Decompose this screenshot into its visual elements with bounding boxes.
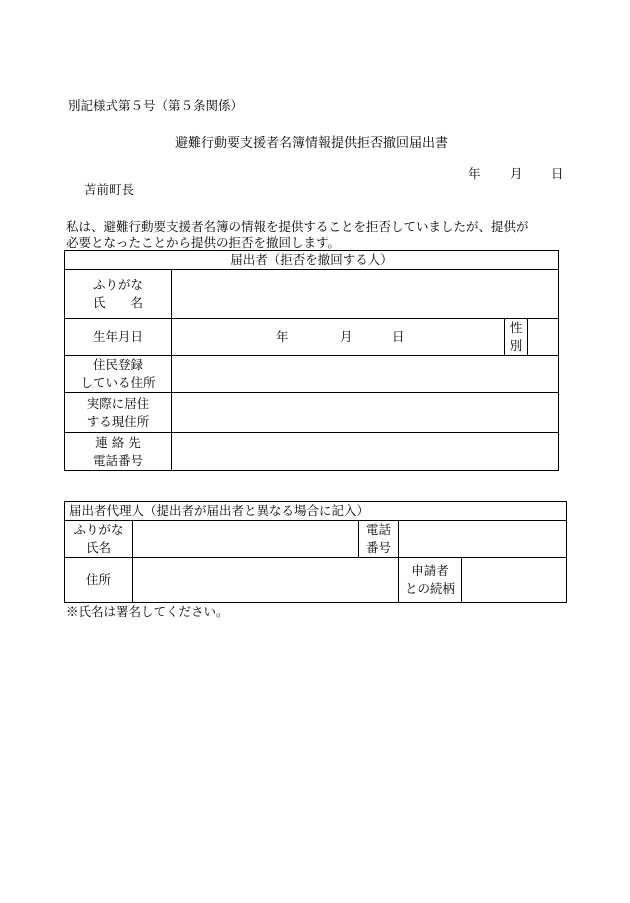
notifier-birthdate-field[interactable]: 年 月 日: [172, 319, 505, 356]
notifier-registered-address-label: 住民登録 している住所: [65, 356, 172, 393]
notifier-table: [64, 250, 559, 471]
date-month: 月: [510, 166, 523, 181]
notifier-name-label: ふりがな 氏 名: [65, 270, 172, 319]
notifier-contact-field[interactable]: [172, 433, 559, 471]
notifier-current-address-field[interactable]: [172, 393, 559, 433]
notifier-birthdate-label: 生年月日: [65, 319, 172, 356]
notifier-name-field[interactable]: [172, 270, 559, 319]
document-title: 避難行動要支援者名簿情報提供拒否撤回届出書: [175, 136, 449, 151]
date-day: 日: [551, 166, 564, 181]
agent-relation-field[interactable]: [462, 558, 567, 603]
notifier-table-header: 届出者（拒否を撤回する人）: [65, 251, 559, 270]
agent-table: [64, 501, 567, 603]
addressee: 苫前町長: [84, 182, 135, 197]
agent-address-label: 住所: [65, 558, 133, 603]
agent-phone-label: 電話 番号: [359, 521, 399, 558]
agent-relation-label: 申請者 との続柄: [399, 558, 462, 603]
notifier-sex-label: 性 別: [505, 319, 528, 356]
notifier-registered-address-field[interactable]: [172, 356, 559, 393]
agent-name-field[interactable]: [133, 521, 359, 558]
agent-address-field[interactable]: [133, 558, 399, 603]
agent-name-label: ふりがな 氏名: [65, 521, 133, 558]
body-text-line1: 私は、避難行動要支援者名簿の情報を提供することを拒否していましたが、提供が: [66, 219, 529, 234]
notifier-contact-label: 連 絡 先 電話番号: [65, 433, 172, 471]
notifier-current-address-label: 実際に居住 する現住所: [65, 393, 172, 433]
form-number: 別記様式第５号（第５条関係）: [68, 98, 244, 113]
date-year: 年: [468, 166, 481, 181]
agent-phone-field[interactable]: [399, 521, 567, 558]
notifier-sex-field[interactable]: [528, 319, 559, 356]
agent-table-header: 届出者代理人（提出者が届出者と異なる場合に記入）: [65, 502, 567, 521]
signature-note: ※氏名は署名してください。: [66, 604, 229, 619]
body-text-line2: 必要となったことから提供の拒否を撤回します。: [66, 235, 341, 250]
